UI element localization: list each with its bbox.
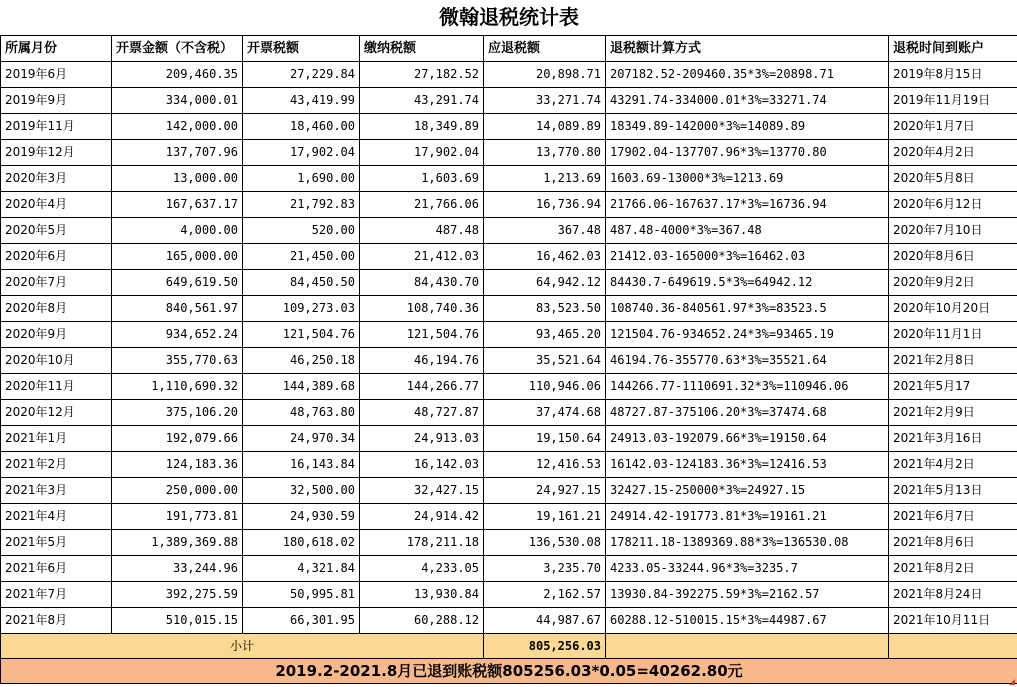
cell-refund[interactable]: 136,530.08 — [484, 530, 606, 556]
cell-month[interactable]: 2021年1月 — [1, 426, 112, 452]
cell-invoice-tax[interactable]: 520.00 — [243, 218, 360, 244]
cell-refund[interactable]: 14,089.89 — [484, 114, 606, 140]
cell-paid-tax[interactable]: 178,211.18 — [360, 530, 484, 556]
cell-refund-date[interactable]: 2021年5月17 — [889, 374, 1017, 400]
cell-month[interactable]: 2019年12月 — [1, 140, 112, 166]
cell-invoice-amount[interactable]: 392,275.59 — [112, 582, 243, 608]
cell-invoice-tax[interactable]: 180,618.02 — [243, 530, 360, 556]
cell-refund-date[interactable]: 2021年6月7日 — [889, 504, 1017, 530]
cell-invoice-tax[interactable]: 27,229.84 — [243, 62, 360, 88]
footer-summary[interactable]: 2019.2-2021.8月已退到账税额805256.03*0.05=40262.80元 — [1, 659, 1017, 684]
cell-paid-tax[interactable]: 4,233.05 — [360, 556, 484, 582]
cell-invoice-amount[interactable]: 250,000.00 — [112, 478, 243, 504]
table-row — [1, 192, 1017, 218]
header-invoice-tax[interactable]: 开票税额 — [243, 36, 360, 62]
cell-refund-date[interactable]: 2021年8月24日 — [889, 582, 1017, 608]
cell-month[interactable]: 2021年3月 — [1, 478, 112, 504]
table-row — [1, 270, 1017, 296]
cell-month[interactable]: 2020年3月 — [1, 166, 112, 192]
cell-refund-date[interactable]: 2021年10月11日 — [889, 608, 1017, 634]
subtotal-empty-cell[interactable] — [606, 634, 889, 659]
cell-month[interactable]: 2020年7月 — [1, 270, 112, 296]
cell-refund-date[interactable]: 2021年5月13日 — [889, 478, 1017, 504]
cell-invoice-tax[interactable]: 144,389.68 — [243, 374, 360, 400]
cell-invoice-tax[interactable]: 24,930.59 — [243, 504, 360, 530]
cell-invoice-tax[interactable]: 66,301.95 — [243, 608, 360, 634]
cell-formula[interactable]: 60288.12-510015.15*3%=44987.67 — [606, 608, 889, 634]
cell-invoice-amount[interactable]: 4,000.00 — [112, 218, 243, 244]
cell-paid-tax[interactable]: 18,349.89 — [360, 114, 484, 140]
cell-invoice-tax[interactable]: 43,419.99 — [243, 88, 360, 114]
cell-refund[interactable]: 19,161.21 — [484, 504, 606, 530]
cell-formula[interactable]: 207182.52-209460.35*3%=20898.71 — [606, 62, 889, 88]
cell-refund-date[interactable]: 2020年9月2日 — [889, 270, 1017, 296]
cell-invoice-amount[interactable]: 510,015.15 — [112, 608, 243, 634]
cell-month[interactable]: 2021年5月 — [1, 530, 112, 556]
cell-refund[interactable]: 3,235.70 — [484, 556, 606, 582]
cell-invoice-tax[interactable]: 21,450.00 — [243, 244, 360, 270]
cell-invoice-amount[interactable]: 334,000.01 — [112, 88, 243, 114]
cell-refund[interactable]: 24,927.15 — [484, 478, 606, 504]
cell-month[interactable]: 2020年11月 — [1, 374, 112, 400]
cell-formula[interactable]: 4233.05-33244.96*3%=3235.7 — [606, 556, 889, 582]
cell-refund[interactable]: 16,736.94 — [484, 192, 606, 218]
cell-refund-date[interactable]: 2021年2月8日 — [889, 348, 1017, 374]
cell-paid-tax[interactable]: 121,504.76 — [360, 322, 484, 348]
cell-invoice-tax[interactable]: 50,995.81 — [243, 582, 360, 608]
cell-paid-tax[interactable]: 24,913.03 — [360, 426, 484, 452]
table-row — [1, 426, 1017, 452]
subtotal-row — [1, 634, 1017, 659]
cell-formula[interactable]: 32427.15-250000*3%=24927.15 — [606, 478, 889, 504]
sheet-title[interactable]: 微翰退税统计表 — [1, 0, 1017, 36]
cell-paid-tax[interactable]: 84,430.70 — [360, 270, 484, 296]
cell-paid-tax[interactable]: 1,603.69 — [360, 166, 484, 192]
cell-month[interactable]: 2020年10月 — [1, 348, 112, 374]
cell-month[interactable]: 2020年5月 — [1, 218, 112, 244]
cell-invoice-tax[interactable]: 109,273.03 — [243, 296, 360, 322]
cell-refund[interactable]: 83,523.50 — [484, 296, 606, 322]
table-row — [1, 400, 1017, 426]
cell-refund[interactable]: 367.48 — [484, 218, 606, 244]
cell-month[interactable]: 2021年2月 — [1, 452, 112, 478]
cell-invoice-amount[interactable]: 840,561.97 — [112, 296, 243, 322]
cell-formula[interactable]: 21766.06-167637.17*3%=16736.94 — [606, 192, 889, 218]
cell-formula[interactable]: 178211.18-1389369.88*3%=136530.08 — [606, 530, 889, 556]
cell-invoice-amount[interactable]: 355,770.63 — [112, 348, 243, 374]
cell-invoice-amount[interactable]: 33,244.96 — [112, 556, 243, 582]
table-row — [1, 62, 1017, 88]
cell-refund[interactable]: 16,462.03 — [484, 244, 606, 270]
cell-paid-tax[interactable]: 13,930.84 — [360, 582, 484, 608]
table-row — [1, 88, 1017, 114]
cell-month[interactable]: 2020年8月 — [1, 296, 112, 322]
cell-refund-date[interactable]: 2021年8月6日 — [889, 530, 1017, 556]
cell-refund[interactable]: 1,213.69 — [484, 166, 606, 192]
cell-invoice-tax[interactable]: 17,902.04 — [243, 140, 360, 166]
cell-refund-date[interactable]: 2020年10月20日 — [889, 296, 1017, 322]
cell-refund[interactable]: 20,898.71 — [484, 62, 606, 88]
cell-invoice-tax[interactable]: 1,690.00 — [243, 166, 360, 192]
cell-refund-date[interactable]: 2019年8月15日 — [889, 62, 1017, 88]
cell-month[interactable]: 2019年6月 — [1, 62, 112, 88]
cell-invoice-amount[interactable]: 142,000.00 — [112, 114, 243, 140]
cell-refund-date[interactable]: 2021年8月2日 — [889, 556, 1017, 582]
sheet-corner-marker — [1009, 679, 1015, 685]
cell-formula[interactable]: 17902.04-137707.96*3%=13770.80 — [606, 140, 889, 166]
title-row — [1, 0, 1017, 36]
cell-paid-tax[interactable]: 48,727.87 — [360, 400, 484, 426]
subtotal-value[interactable]: 805,256.03 — [484, 634, 606, 659]
cell-refund[interactable]: 2,162.57 — [484, 582, 606, 608]
cell-paid-tax[interactable]: 27,182.52 — [360, 62, 484, 88]
cell-formula[interactable]: 24914.42-191773.81*3%=19161.21 — [606, 504, 889, 530]
cell-paid-tax[interactable]: 46,194.76 — [360, 348, 484, 374]
cell-paid-tax[interactable]: 144,266.77 — [360, 374, 484, 400]
cell-formula[interactable]: 18349.89-142000*3%=14089.89 — [606, 114, 889, 140]
table-row — [1, 374, 1017, 400]
cell-refund[interactable]: 35,521.64 — [484, 348, 606, 374]
table-row — [1, 114, 1017, 140]
cell-month[interactable]: 2020年6月 — [1, 244, 112, 270]
cell-month[interactable]: 2019年11月 — [1, 114, 112, 140]
cell-refund-date[interactable]: 2020年11月1日 — [889, 322, 1017, 348]
cell-refund-date[interactable]: 2021年3月16日 — [889, 426, 1017, 452]
cell-paid-tax[interactable]: 21,412.03 — [360, 244, 484, 270]
cell-invoice-tax[interactable]: 21,792.83 — [243, 192, 360, 218]
cell-paid-tax[interactable]: 487.48 — [360, 218, 484, 244]
cell-refund-date[interactable]: 2020年8月6日 — [889, 244, 1017, 270]
cell-paid-tax[interactable]: 43,291.74 — [360, 88, 484, 114]
cell-invoice-amount[interactable]: 209,460.35 — [112, 62, 243, 88]
cell-invoice-amount[interactable]: 124,183.36 — [112, 452, 243, 478]
header-paid-tax[interactable]: 缴纳税额 — [360, 36, 484, 62]
subtotal-label[interactable]: 小计 — [1, 634, 484, 659]
cell-refund-date[interactable]: 2021年4月2日 — [889, 452, 1017, 478]
table-row — [1, 140, 1017, 166]
header-month[interactable]: 所属月份 — [1, 36, 112, 62]
table-row — [1, 166, 1017, 192]
cell-refund[interactable]: 33,271.74 — [484, 88, 606, 114]
cell-month[interactable]: 2020年4月 — [1, 192, 112, 218]
table-row — [1, 608, 1017, 634]
cell-invoice-amount[interactable]: 13,000.00 — [112, 166, 243, 192]
cell-refund[interactable]: 13,770.80 — [484, 140, 606, 166]
header-refund[interactable]: 应退税额 — [484, 36, 606, 62]
cell-invoice-tax[interactable]: 121,504.76 — [243, 322, 360, 348]
cell-invoice-amount[interactable]: 1,389,369.88 — [112, 530, 243, 556]
cell-refund-date[interactable]: 2020年7月10日 — [889, 218, 1017, 244]
cell-invoice-tax[interactable]: 16,143.84 — [243, 452, 360, 478]
cell-month[interactable]: 2020年12月 — [1, 400, 112, 426]
cell-paid-tax[interactable]: 24,914.42 — [360, 504, 484, 530]
table-row — [1, 452, 1017, 478]
cell-month[interactable]: 2021年8月 — [1, 608, 112, 634]
cell-refund[interactable]: 37,474.68 — [484, 400, 606, 426]
table-row — [1, 296, 1017, 322]
cell-invoice-amount[interactable]: 167,637.17 — [112, 192, 243, 218]
cell-formula[interactable]: 46194.76-355770.63*3%=35521.64 — [606, 348, 889, 374]
cell-invoice-tax[interactable]: 46,250.18 — [243, 348, 360, 374]
cell-invoice-tax[interactable]: 24,970.34 — [243, 426, 360, 452]
cell-paid-tax[interactable]: 60,288.12 — [360, 608, 484, 634]
cell-month[interactable]: 2019年9月 — [1, 88, 112, 114]
table-row — [1, 322, 1017, 348]
cell-formula[interactable]: 21412.03-165000*3%=16462.03 — [606, 244, 889, 270]
header-formula[interactable]: 退税额计算方式 — [606, 36, 889, 62]
header-invoice-amount[interactable]: 开票金额（不含税） — [112, 36, 243, 62]
table-row — [1, 244, 1017, 270]
table-row — [1, 582, 1017, 608]
cell-formula[interactable]: 16142.03-124183.36*3%=12416.53 — [606, 452, 889, 478]
cell-refund-date[interactable]: 2020年4月2日 — [889, 140, 1017, 166]
cell-refund[interactable]: 12,416.53 — [484, 452, 606, 478]
cell-formula[interactable]: 84430.7-649619.5*3%=64942.12 — [606, 270, 889, 296]
cell-refund-date[interactable]: 2020年1月7日 — [889, 114, 1017, 140]
cell-paid-tax[interactable]: 17,902.04 — [360, 140, 484, 166]
cell-refund[interactable]: 44,987.67 — [484, 608, 606, 634]
cell-invoice-amount[interactable]: 934,652.24 — [112, 322, 243, 348]
cell-refund-date[interactable]: 2020年5月8日 — [889, 166, 1017, 192]
cell-refund-date[interactable]: 2021年2月9日 — [889, 400, 1017, 426]
cell-invoice-amount[interactable]: 165,000.00 — [112, 244, 243, 270]
cell-paid-tax[interactable]: 108,740.36 — [360, 296, 484, 322]
cell-paid-tax[interactable]: 32,427.15 — [360, 478, 484, 504]
table-row — [1, 530, 1017, 556]
cell-invoice-tax[interactable]: 84,450.50 — [243, 270, 360, 296]
cell-formula[interactable]: 24913.03-192079.66*3%=19150.64 — [606, 426, 889, 452]
cell-refund[interactable]: 64,942.12 — [484, 270, 606, 296]
cell-invoice-tax[interactable]: 32,500.00 — [243, 478, 360, 504]
cell-formula[interactable]: 48727.87-375106.20*3%=37474.68 — [606, 400, 889, 426]
cell-invoice-tax[interactable]: 4,321.84 — [243, 556, 360, 582]
table-row — [1, 556, 1017, 582]
cell-invoice-tax[interactable]: 48,763.80 — [243, 400, 360, 426]
cell-formula[interactable]: 487.48-4000*3%=367.48 — [606, 218, 889, 244]
cell-invoice-amount[interactable]: 192,079.66 — [112, 426, 243, 452]
cell-refund-date[interactable]: 2020年6月12日 — [889, 192, 1017, 218]
cell-invoice-tax[interactable]: 18,460.00 — [243, 114, 360, 140]
table-row — [1, 478, 1017, 504]
table-row — [1, 348, 1017, 374]
cell-refund[interactable]: 93,465.20 — [484, 322, 606, 348]
cell-formula[interactable]: 13930.84-392275.59*3%=2162.57 — [606, 582, 889, 608]
table-row — [1, 218, 1017, 244]
cell-formula[interactable]: 43291.74-334000.01*3%=33271.74 — [606, 88, 889, 114]
cell-formula[interactable]: 121504.76-934652.24*3%=93465.19 — [606, 322, 889, 348]
cell-refund-date[interactable]: 2019年11月19日 — [889, 88, 1017, 114]
cell-refund[interactable]: 19,150.64 — [484, 426, 606, 452]
cell-month[interactable]: 2021年6月 — [1, 556, 112, 582]
table-row — [1, 504, 1017, 530]
cell-paid-tax[interactable]: 16,142.03 — [360, 452, 484, 478]
cell-month[interactable]: 2020年9月 — [1, 322, 112, 348]
cell-month[interactable]: 2021年7月 — [1, 582, 112, 608]
subtotal-empty-cell[interactable] — [889, 634, 1017, 659]
header-row — [1, 36, 1017, 62]
footer-row — [1, 659, 1017, 684]
cell-formula[interactable]: 1603.69-13000*3%=1213.69 — [606, 166, 889, 192]
cell-invoice-amount[interactable]: 375,106.20 — [112, 400, 243, 426]
cell-formula[interactable]: 144266.77-1110691.32*3%=110946.06 — [606, 374, 889, 400]
cell-invoice-amount[interactable]: 137,707.96 — [112, 140, 243, 166]
cell-invoice-amount[interactable]: 649,619.50 — [112, 270, 243, 296]
cell-refund[interactable]: 110,946.06 — [484, 374, 606, 400]
cell-paid-tax[interactable]: 21,766.06 — [360, 192, 484, 218]
cell-month[interactable]: 2021年4月 — [1, 504, 112, 530]
cell-invoice-amount[interactable]: 1,110,690.32 — [112, 374, 243, 400]
header-refund-date[interactable]: 退税时间到账户 — [889, 36, 1017, 62]
cell-invoice-amount[interactable]: 191,773.81 — [112, 504, 243, 530]
cell-formula[interactable]: 108740.36-840561.97*3%=83523.5 — [606, 296, 889, 322]
